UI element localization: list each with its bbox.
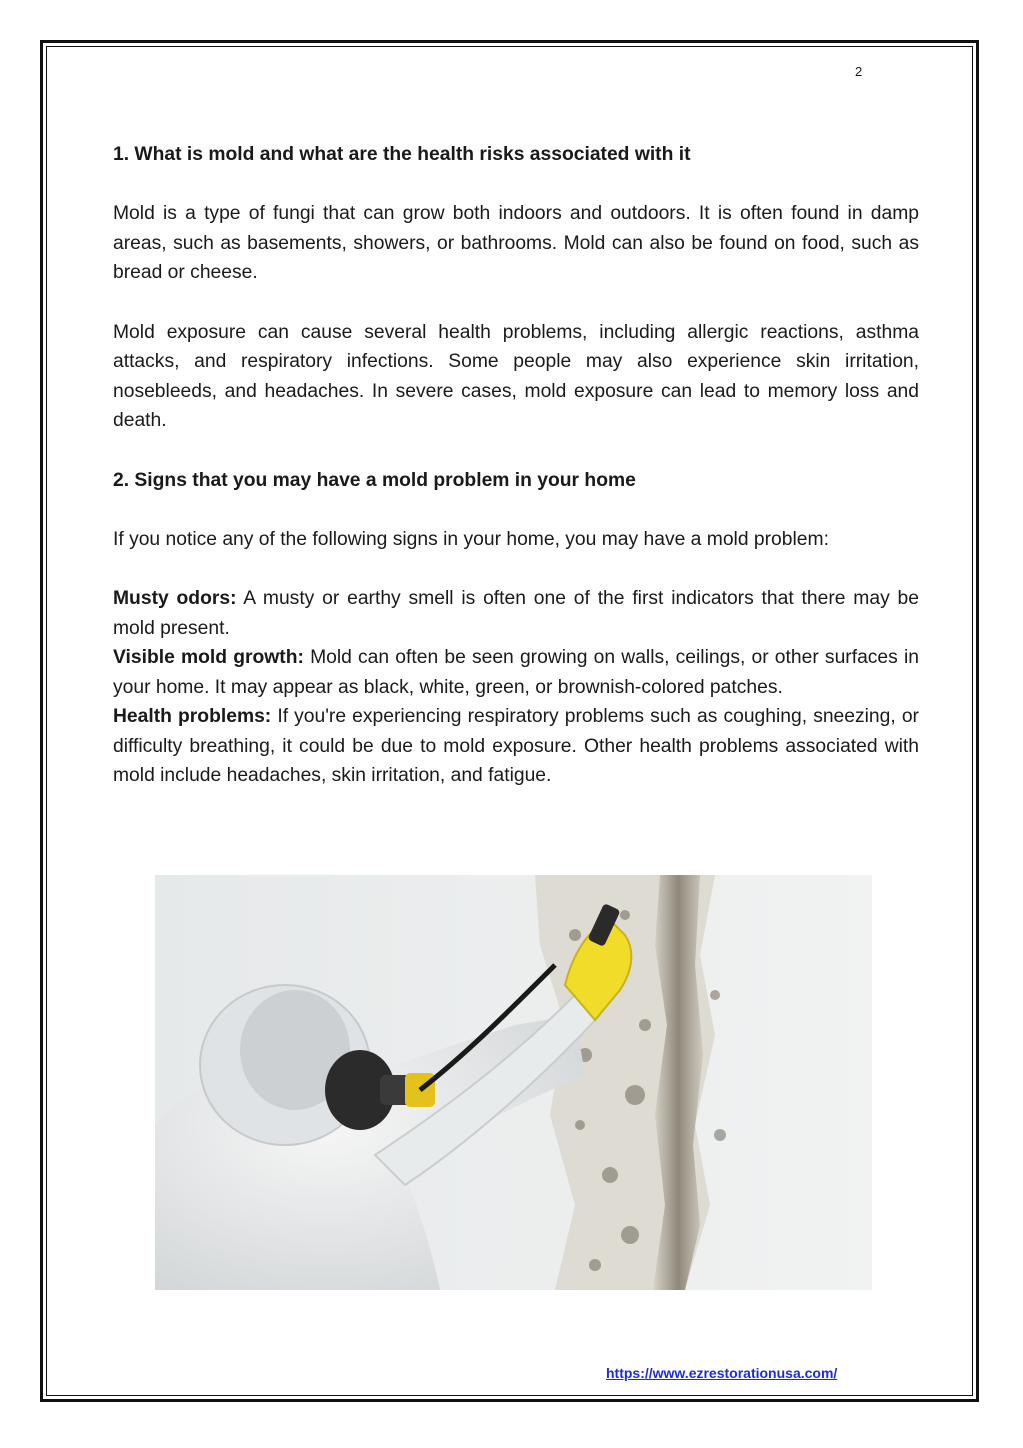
section1-paragraph-1: Mold is a type of fungi that can grow both indoors and outdoors. It is often found in damp areas, such as basements, showers, or bathrooms. Mold can also be found on food, such as bread or cheese.	[113, 203, 919, 284]
sign-item	[113, 702, 919, 791]
footer-website-link[interactable]: https://www.ezrestorationusa.com/	[606, 1365, 838, 1381]
sign-term: Visible mold growth:	[113, 647, 304, 669]
section2-heading: 2. Signs that you may have a mold problem in your home	[113, 469, 636, 491]
sign-term: Health problems:	[113, 706, 272, 728]
section2-intro: If you notice any of the following signs in your home, you may have a mold problem:	[113, 528, 829, 550]
sign-text: A musty or earthy smell is often one of the first indicators that there may be mold present.	[113, 587, 919, 639]
section1-paragraph-2: Mold exposure can cause several health problems, including allergic reactions, asthma attacks, and respiratory infections. Some people may also experience skin irritation, nosebleeds, and headaches. In severe cases, mold exposure can lead to memory loss and death.	[113, 321, 919, 432]
mold-removal-photo	[155, 875, 872, 1290]
sign-item	[113, 643, 919, 702]
sign-text: Mold can often be seen growing on walls, ceilings, or other surfaces in your home. It may appear as black, white, green, or brownish-colored patches.	[113, 647, 919, 698]
document-body	[113, 140, 919, 791]
section1-heading: 1. What is mold and what are the health risks associated with it	[113, 144, 691, 165]
sign-term: Musty odors:	[113, 587, 237, 609]
sign-item	[113, 584, 919, 643]
page-number: 2	[855, 64, 863, 79]
sign-text: If you're experiencing respiratory problems such as coughing, sneezing, or difficulty breathing, it could be due to mold exposure. Other health problems associated with mold include headaches, skin irritation, and fatigue.	[113, 706, 919, 787]
